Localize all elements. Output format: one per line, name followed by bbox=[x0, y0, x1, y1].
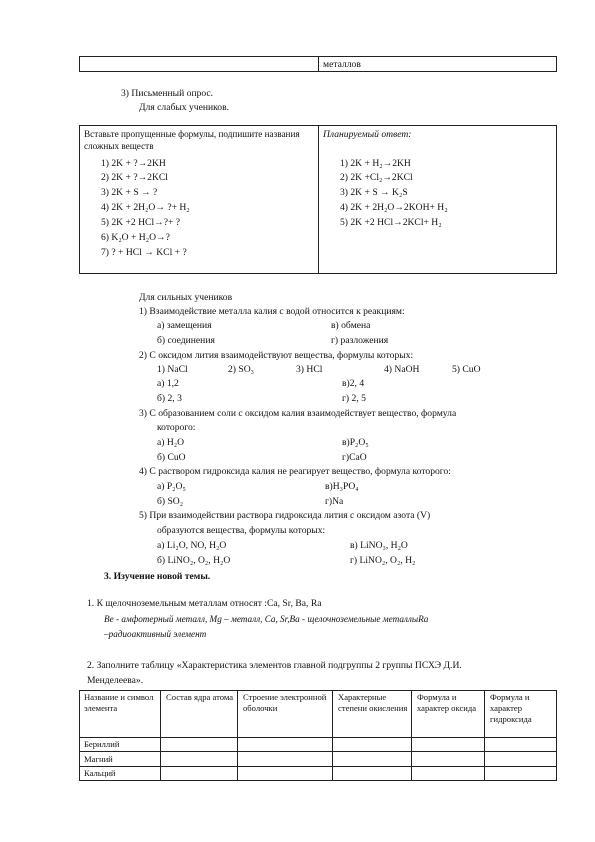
task-1-answer-line2: –радиоактивный элемент bbox=[104, 629, 207, 639]
table-row-calcium: Кальций bbox=[84, 768, 116, 778]
new-topic-heading: 3. Изучение новой темы. bbox=[104, 571, 211, 582]
q2-option: г) 2, 5 bbox=[342, 393, 366, 404]
task-1-answer-line1: Be - амфотерный металл, Mg – металл, Ca, Sr,Ba - щелочноземельные металлыRa bbox=[104, 614, 429, 624]
weak-right-item: 2) 2K +Cl₂→2KCl bbox=[340, 172, 413, 183]
weak-left-item: 5) 2K +2 HCl→?+ ? bbox=[101, 217, 181, 228]
table-row-divider bbox=[79, 766, 557, 767]
weak-table-divider bbox=[318, 125, 319, 274]
q3-option: б) CuO bbox=[157, 452, 186, 463]
q2-substance: 2) SO₃ bbox=[228, 364, 254, 375]
q3-option: г)CaO bbox=[342, 452, 367, 463]
weak-left-item: 6) K₂O + H₂O→? bbox=[101, 232, 170, 243]
section-heading-written-survey: 3) Письменный опрос. bbox=[121, 88, 214, 99]
weak-left-item: 1) 2K + ?→2KH bbox=[101, 158, 166, 169]
table-col-divider bbox=[160, 690, 161, 781]
weak-right-item: 4) 2K + 2H₂O→2KOH+ H₂ bbox=[340, 202, 448, 213]
weak-students-heading: Для слабых учеников. bbox=[139, 102, 230, 113]
weak-right-item: 5) 2K +2 HCl→2KCl+ H₂ bbox=[340, 217, 442, 228]
question-5-line1: 5) При взаимодействии раствора гидроксида лития с оксидом азота (V) bbox=[139, 510, 431, 521]
question-1: 1) Взаимодействие металла калия с водой относится к реакциям: bbox=[139, 306, 405, 317]
table-row-divider bbox=[79, 751, 557, 752]
weak-left-item: 3) 2K + S → ? bbox=[101, 187, 158, 198]
question-3-line1: 3) С образованием соли с оксидом калия взаимодействует вещество, формула bbox=[139, 408, 457, 419]
table-header-element-name: Название и символ элемента bbox=[84, 692, 154, 713]
table-header-oxide: Формула и характер оксида bbox=[417, 692, 477, 713]
table-row-beryllium: Бериллий bbox=[84, 739, 120, 749]
table-header-oxidation-states: Характерные степени окисления bbox=[338, 692, 408, 713]
weak-left-item: 7) ? + HCl → KCl + ? bbox=[101, 247, 187, 258]
table-header-electron-shell: Строение электронной оболочки bbox=[243, 692, 327, 713]
top-table-right-cell: металлов bbox=[323, 59, 361, 70]
task-1: 1. К щелочноземельным металлам относят :Са, Sr, Ва, Ra bbox=[87, 598, 322, 609]
q3-option: в)P₂O₅ bbox=[342, 437, 369, 448]
table-col-divider bbox=[332, 690, 333, 781]
q2-substance: 3) HCl bbox=[296, 364, 323, 375]
table-header-nucleus: Состав ядра атома bbox=[166, 692, 234, 702]
q5-option: г) LiNO₂, O₂, H₂ bbox=[350, 555, 416, 566]
q2-substance: 4) NaOH bbox=[384, 364, 420, 375]
table-col-divider bbox=[411, 690, 412, 781]
weak-table-left-header: Вставьте пропущенные формулы, подпишите названия сложных веществ bbox=[84, 129, 300, 151]
weak-table-right-header: Планируемый ответ: bbox=[323, 129, 412, 140]
question-5-line2: образуются вещества, формулы которых: bbox=[157, 525, 326, 536]
question-2: 2) С оксидом лития взаимодействуют вещества, формулы которых: bbox=[139, 350, 414, 361]
q3-option: а) H₂O bbox=[157, 437, 185, 448]
q4-option: а) P₂O₅ bbox=[157, 481, 186, 492]
table-row-magnesium: Магний bbox=[84, 754, 113, 764]
weak-right-item: 3) 2K + S → K₂S bbox=[340, 187, 408, 198]
q2-option: а) 1,2 bbox=[157, 378, 179, 389]
q2-option: в)2, 4 bbox=[342, 378, 365, 389]
q5-option: а) Li₂O, NO, H₂O bbox=[157, 540, 227, 551]
weak-right-item: 1) 2K + H₂→2KH bbox=[340, 158, 411, 169]
q1-option: в) обмена bbox=[331, 320, 371, 331]
table-col-divider bbox=[237, 690, 238, 781]
question-4: 4) С раствором гидроксида калия не реагирует вещество, формула которого: bbox=[139, 466, 451, 477]
q4-option: г)Na bbox=[325, 496, 344, 507]
table-row-divider bbox=[79, 737, 557, 738]
task-2-line2: Менделеева». bbox=[87, 675, 144, 686]
table-header-hydroxide: Формула и характер гидроксида bbox=[490, 692, 532, 724]
q1-option: а) замещения bbox=[157, 320, 212, 331]
task-2-line1: 2. Заполните таблицу «Характеристика элементов главной подгруппы 2 группы ПСХЭ Д.И. bbox=[87, 660, 462, 671]
q2-substance: 5) CuO bbox=[452, 364, 481, 375]
strong-students-heading: Для сильных учеников bbox=[139, 292, 233, 303]
weak-left-item: 4) 2K + 2H₂O→ ?+ H₂ bbox=[101, 202, 190, 213]
q4-option: б) SO₂ bbox=[157, 496, 184, 507]
q1-option: б) соединения bbox=[157, 335, 215, 346]
weak-left-item: 2) 2K + ?→2KCl bbox=[101, 172, 168, 183]
q5-option: б) LiNO₂, O₂, H₂O bbox=[157, 555, 231, 566]
q4-option: в)H₃PO₄ bbox=[325, 481, 359, 492]
top-table-divider bbox=[318, 56, 319, 72]
q1-option: г) разложения bbox=[331, 335, 389, 346]
table-col-divider bbox=[484, 690, 485, 781]
q2-substance: 1) NaCl bbox=[157, 364, 188, 375]
q5-option: в) LiNO₃, H₂O bbox=[350, 540, 408, 551]
q2-option: б) 2, 3 bbox=[157, 393, 182, 404]
question-3-line2: которого: bbox=[157, 422, 196, 433]
